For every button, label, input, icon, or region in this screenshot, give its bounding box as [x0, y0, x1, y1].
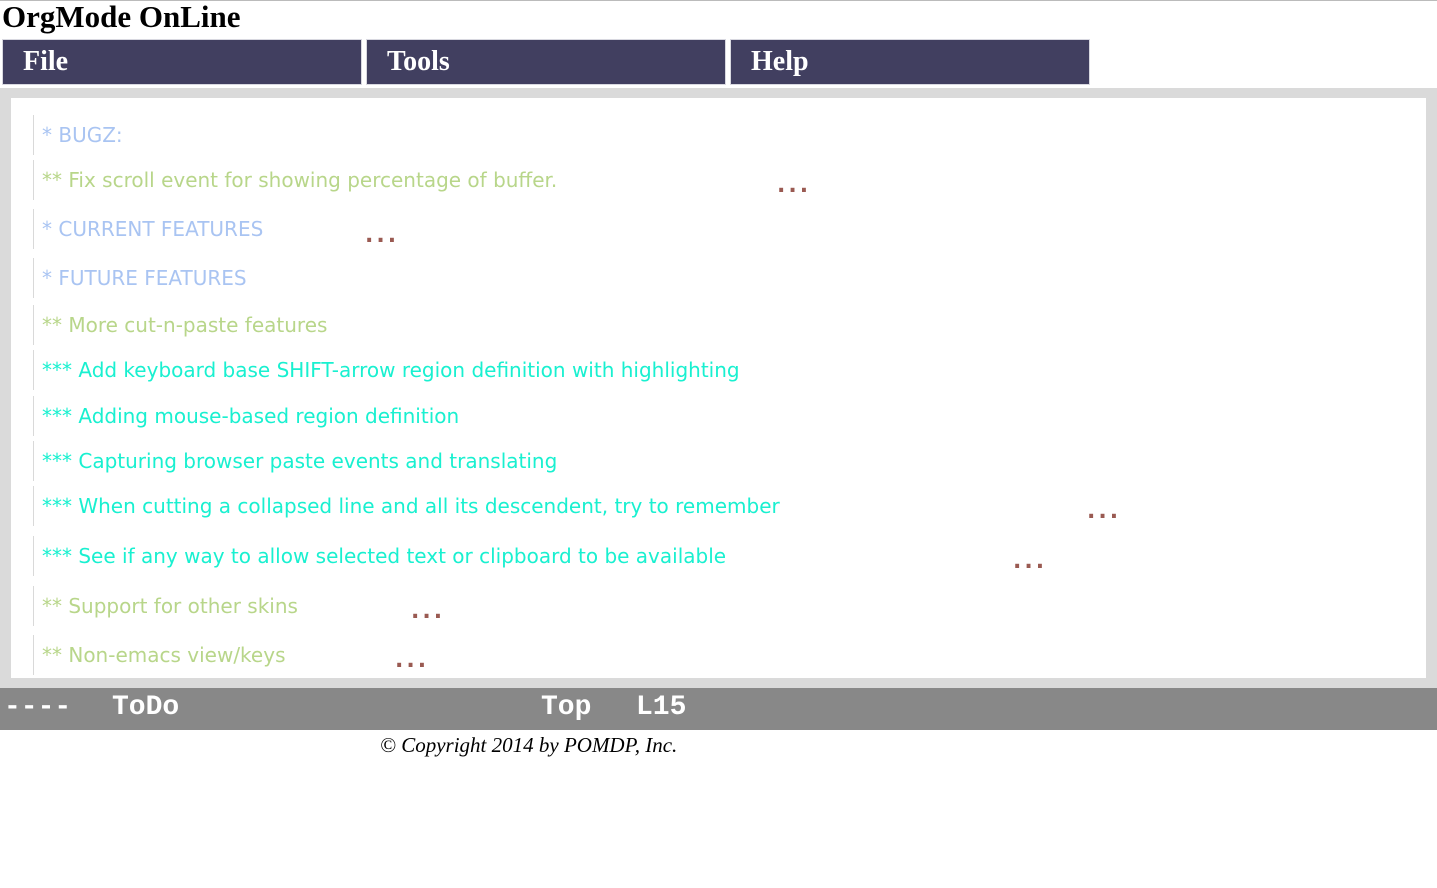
- outline-line[interactable]: *** When cutting a collapsed line and all its descendent, try to remember: [33, 486, 780, 526]
- outline-line[interactable]: * BUGZ:: [33, 115, 123, 155]
- outline-line[interactable]: ** Non-emacs view/keys: [33, 635, 286, 675]
- app-title: OrgMode OnLine: [2, 0, 241, 34]
- org-editor[interactable]: [11, 98, 1426, 678]
- outline-line[interactable]: *** Add keyboard base SHIFT-arrow region definition with highlighting: [33, 350, 740, 390]
- modeline-position: Top: [541, 692, 592, 723]
- collapsed-ellipsis[interactable]: ...: [1013, 549, 1048, 574]
- outline-line[interactable]: *** See if any way to allow selected text or clipboard to be available: [33, 536, 726, 576]
- menu-help[interactable]: Help: [730, 39, 1090, 85]
- outline-line[interactable]: *** Capturing browser paste events and translating: [33, 441, 557, 481]
- collapsed-ellipsis[interactable]: ...: [365, 223, 400, 248]
- collapsed-ellipsis[interactable]: ...: [395, 648, 430, 673]
- copyright-footer: © Copyright 2014 by POMDP, Inc.: [380, 733, 678, 757]
- outline-line[interactable]: ** More cut-n-paste features: [33, 305, 327, 345]
- collapsed-ellipsis[interactable]: ...: [777, 173, 812, 198]
- collapsed-ellipsis[interactable]: ...: [1087, 499, 1122, 524]
- collapsed-ellipsis[interactable]: ...: [411, 599, 446, 624]
- menu-file[interactable]: File: [2, 39, 362, 85]
- outline-line[interactable]: ** Fix scroll event for showing percentage of buffer.: [33, 160, 557, 200]
- modeline-line-number: L15: [636, 692, 687, 723]
- outline-line[interactable]: * FUTURE FEATURES: [33, 258, 247, 298]
- modeline-buffer-name: ToDo: [112, 692, 180, 723]
- modeline-status: ----: [4, 692, 72, 723]
- outline-line[interactable]: *** Adding mouse-based region definition: [33, 396, 459, 436]
- outline-line[interactable]: ** Support for other skins: [33, 586, 298, 626]
- menu-bar: [2, 39, 1094, 87]
- outline-line[interactable]: * CURRENT FEATURES: [33, 209, 263, 249]
- menu-tools[interactable]: Tools: [366, 39, 726, 85]
- mode-line: [0, 688, 1437, 730]
- editor-frame: [0, 88, 1437, 688]
